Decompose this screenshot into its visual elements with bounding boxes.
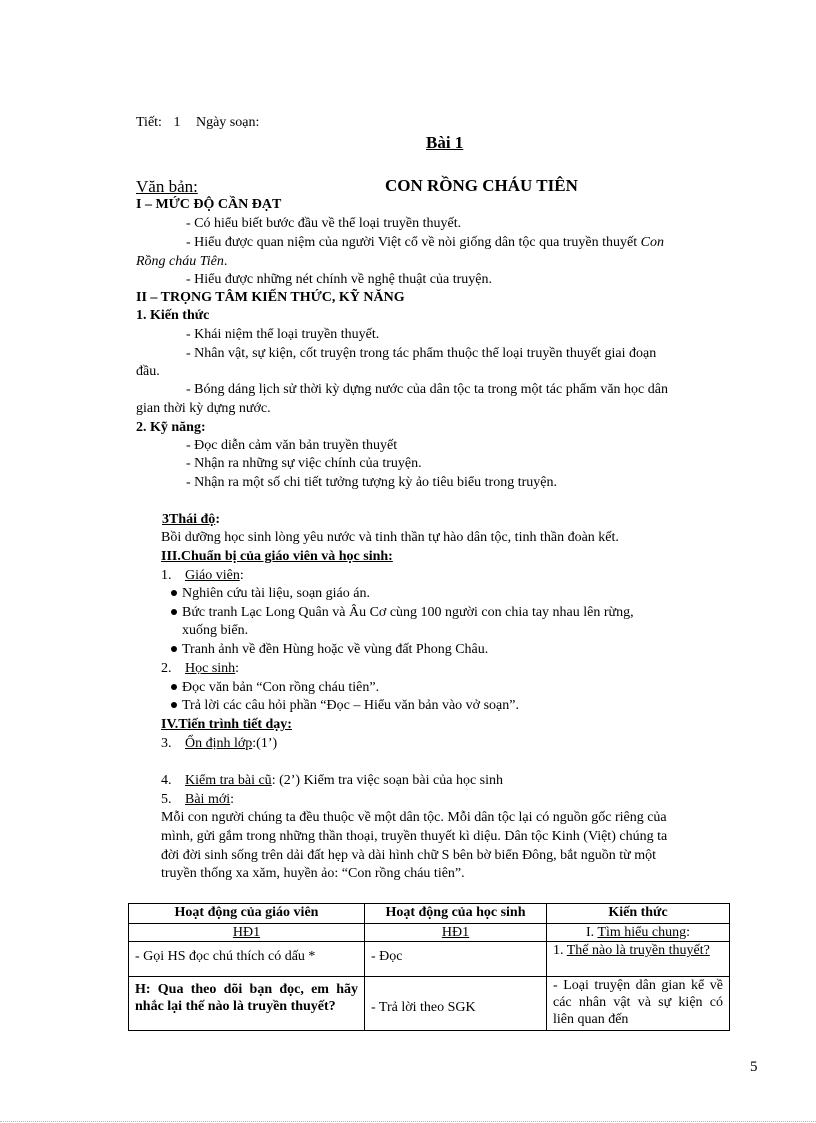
- step-3-number: 3.: [161, 736, 172, 751]
- prep-teacher-colon: :: [239, 568, 244, 583]
- objective-2-text: - Hiểu được quan niệm của người Việt cổ về nòi giống dân tộc qua truyền thuyết: [186, 235, 641, 250]
- page-divider: [0, 1121, 816, 1122]
- lesson-plan-table: [128, 903, 730, 1031]
- list-item: [171, 585, 370, 603]
- lesson-title: Bài 1: [426, 133, 464, 152]
- student-cell: [365, 924, 547, 1031]
- step-3-rest: :(1’): [252, 736, 278, 751]
- objective-2-end: .: [223, 254, 228, 269]
- skill-3: - Nhận ra một số chi tiết tưởng tượng kỳ ảo tiêu biểu trong truyện.: [186, 475, 557, 490]
- student-hd-label: HĐ1: [441, 925, 470, 940]
- attitude-heading: [162, 511, 220, 529]
- prep-student-label: Học sinh: [185, 661, 236, 676]
- prep-teacher-item-2: Bức tranh Lạc Long Quân và Âu Cơ cùng 100 người con chia tay nhau lên rừng,: [182, 605, 634, 620]
- objective-2-title-a: Con: [640, 235, 664, 250]
- knowledge-question: [547, 941, 729, 976]
- list-item: [171, 697, 519, 715]
- page-number: 5: [750, 1059, 758, 1075]
- intro-line-1: Mỗi con người chúng ta đều thuộc về một dân tộc. Mỗi dân tộc lại có nguồn gốc riêng của: [161, 810, 667, 825]
- prep-teacher: [161, 567, 244, 585]
- knowledge-question-text: Thế nào là truyền thuyết?: [566, 943, 710, 958]
- bullet-icon: [171, 590, 177, 596]
- prep-teacher-label: Giáo viên: [185, 568, 240, 583]
- teacher-cell: [129, 924, 365, 1031]
- prep-teacher-item-3: Tranh ảnh về đền Hùng hoặc về vùng đất Phong Châu.: [182, 642, 489, 657]
- step-4-number: 4.: [161, 773, 172, 788]
- step-4-rest: : (2’) Kiểm tra việc soạn bài của học sinh: [271, 773, 503, 788]
- knowledge-2: - Nhân vật, sự kiện, cốt truyện trong tác phẩm thuộc thể loại truyền thuyết giai đoạn: [186, 346, 657, 361]
- knowledge-3-cont: gian thời kỳ dựng nước.: [136, 401, 271, 416]
- lesson-label: Tiết:: [136, 115, 162, 130]
- list-item: [171, 679, 379, 697]
- teacher-row-1: - Gọi HS đọc chú thích có dấu *: [129, 941, 364, 976]
- prep-student-item-2: Trả lời các câu hỏi phần “Đọc – Hiểu văn bản vào vở soạn”.: [182, 698, 519, 713]
- prep-student: [161, 660, 239, 678]
- prep-teacher-item-2-cont: xuống biển.: [182, 623, 249, 638]
- lesson-number: 1: [173, 115, 181, 130]
- step-4-label: Kiểm tra bài cũ: [185, 773, 272, 788]
- step-5-label: Bài mới: [185, 792, 231, 807]
- objective-1: - Có hiểu biết bước đầu về thể loại truyền thuyết.: [186, 216, 462, 231]
- teacher-hd-label: HĐ1: [232, 925, 261, 940]
- date-label: Ngày soạn:: [195, 115, 260, 130]
- teacher-row-2: H: Qua theo dõi bạn đọc, em hãy nhắc lại thế nào là truyền thuyết?: [129, 976, 364, 1019]
- skills-heading: 2. Kỹ năng:: [136, 420, 206, 435]
- step-5-colon: :: [230, 792, 235, 807]
- skill-2: - Nhận ra những sự việc chính của truyện.: [186, 456, 422, 471]
- section-heading-1: I – MỨC ĐỘ CẦN ĐẠT: [136, 197, 282, 212]
- bullet-icon: [171, 684, 177, 690]
- prep-teacher-item-1: Nghiên cứu tài liệu, soạn giáo án.: [182, 586, 370, 601]
- knowledge-section-label: Tìm hiểu chung: [597, 925, 687, 940]
- knowledge-section-number: I.: [586, 925, 595, 940]
- list-item: [171, 604, 634, 622]
- attitude-colon: :: [215, 512, 220, 527]
- text-label: Văn bản:: [136, 177, 198, 196]
- section-heading-2: II – TRỌNG TÂM KIẾN THỨC, KỸ NĂNG: [136, 290, 405, 305]
- attitude-text: Bồi dưỡng học sinh lòng yêu nước và tinh thần tự hào dân tộc, tinh thần đoàn kết.: [161, 530, 619, 545]
- lesson-header: [136, 115, 259, 131]
- bullet-icon: [171, 609, 177, 615]
- step-4: [161, 772, 503, 790]
- knowledge-2-cont: đầu.: [136, 364, 160, 379]
- knowledge-cell: [547, 924, 730, 1031]
- knowledge-section-colon: :: [686, 925, 690, 940]
- section-heading-4: IV.Tiến trình tiết dạy:: [161, 717, 292, 732]
- skill-1: - Đọc diễn cảm văn bản truyền thuyết: [186, 438, 398, 453]
- knowledge-heading: 1. Kiến thức: [136, 308, 210, 323]
- objective-3: - Hiểu được những nét chính về nghệ thuật của truyện.: [186, 272, 492, 287]
- step-5: [161, 791, 234, 809]
- knowledge-question-number: 1.: [553, 943, 564, 958]
- table-header-knowledge: Kiến thức: [547, 904, 730, 924]
- objective-2-cont: [136, 253, 227, 271]
- knowledge-answer: - Loại truyện dân gian kể về các nhân vật và sự kiện có liên quan đến: [547, 976, 729, 1028]
- list-item: [171, 641, 488, 659]
- intro-line-3: đời đời sinh sống trên dải đất hẹp và dài hình chữ S bên bờ biển Đông, bắt nguồn từ một: [161, 848, 657, 863]
- table-row: [129, 924, 730, 1031]
- prep-student-colon: :: [235, 661, 240, 676]
- table-header-student: Hoạt động của học sinh: [365, 904, 547, 924]
- intro-line-4: truyền thống xa xăm, huyền ảo: “Con rồng cháu tiên”.: [161, 866, 465, 881]
- student-row-1: - Đọc: [365, 941, 546, 976]
- step-5-number: 5.: [161, 792, 172, 807]
- student-row-2: - Trả lời theo SGK: [365, 976, 546, 1016]
- prep-student-item-1: Đọc văn bản “Con rồng cháu tiên”.: [182, 680, 380, 695]
- table-header-row: [129, 904, 730, 924]
- prep-teacher-number: 1.: [161, 568, 172, 583]
- intro-line-2: mình, gửi gắm trong những thần thoại, truyền thuyết kì diệu. Dân tộc Kinh (Việt) chúng ta: [161, 829, 668, 844]
- knowledge-3: - Bóng dáng lịch sử thời kỳ dựng nước của dân tộc ta trong một tác phẩm văn học dân: [186, 382, 668, 397]
- objective-2: [186, 234, 664, 252]
- bullet-icon: [171, 646, 177, 652]
- objective-2-title-b: Rồng cháu Tiên: [136, 254, 224, 269]
- prep-student-number: 2.: [161, 661, 172, 676]
- table-header-teacher: Hoạt động của giáo viên: [129, 904, 365, 924]
- section-heading-3: III.Chuẩn bị của giáo viên và học sinh:: [161, 549, 393, 564]
- text-title: CON RỒNG CHÁU TIÊN: [385, 176, 578, 195]
- bullet-icon: [171, 702, 177, 708]
- attitude-heading-text: 3Thái độ: [162, 512, 216, 527]
- step-3-label: Ổn định lớp: [185, 736, 253, 751]
- knowledge-section: [547, 924, 729, 941]
- knowledge-1: - Khái niệm thể loại truyền thuyết.: [186, 327, 380, 342]
- step-3: [161, 735, 277, 753]
